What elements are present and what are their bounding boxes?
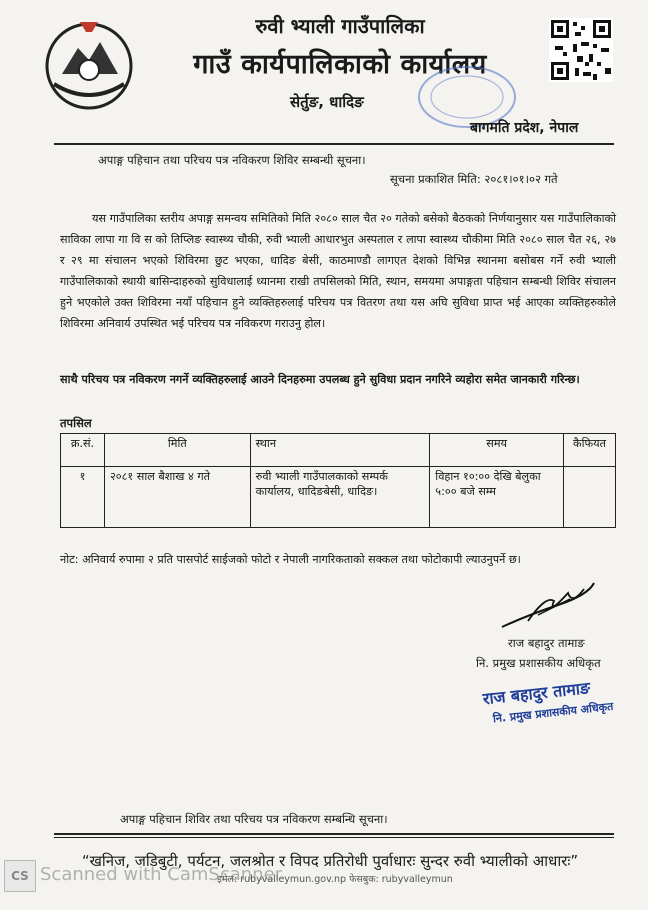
notice-paragraph-1: यस गाउँपालिका स्तरीय अपाङ्ग समन्वय समितिको मिति २०८० साल चैत २० गतेको बसेको बैठकको निर्णयानुसार यस गाउँपालिकाको साविका लापा गा वि स को तिप्लिङ स्वास्थ्य चौकी, रुवी भ्याली आधारभुत अस्पताल र लापा स्वास्थ्य चौकीमा मिति २०८० साल चैत २६, २७ र २९ मा संचालन भएको शिविरमा छुट भएका, धादिङ बेसी, काठमाण्डौ लागएत देशको विभिन्न स्थानमा बसोबस गर्ने रुवी भ्याली गाउँपालिकाको स्थायी बासिन्दाहरुको सुविधालाई ध्यानमा राखी तपसिलको मिति, स्थान, समयमा अपाङ्गता पहिचान सम्बन्धी शिविर संचालन हुने भएकोले उक्त शिविरमा नयाँ पहिचान हुने व्यक्तिहरुलाई परिचय पत्र वितरण तथा यस अघि सुविधा प्राप्त भई आएका व्यक्तिहरुकोले शिविरमा अनिवार्य उपस्थित भई परिचय पत्र नविकरण गराउनु होल।: [60, 212, 616, 330]
office-name: गाउँ कार्यपालिकाको कार्यालय: [193, 49, 487, 80]
column-header-place: स्थान: [250, 434, 430, 467]
government-emblem: [40, 14, 138, 112]
publish-date: सूचना प्रकाशित मिति: २०८१।०१।०२ गते: [390, 172, 558, 186]
column-header-time: समय: [430, 434, 564, 467]
column-header-remarks: कैफियत: [564, 434, 616, 467]
notice-subject: अपाङ्ग पहिचान तथा परिचय पत्र नविकरण शिविर सम्बन्धी सूचना।: [98, 153, 366, 167]
header-divider: [54, 143, 614, 145]
table-row: [61, 467, 616, 528]
cell-serial: १: [61, 467, 105, 528]
camscanner-logo-icon: CS: [4, 860, 36, 892]
seal-name: राज बहादुर तामाङ: [481, 678, 591, 709]
signer-title: नि. प्रमुख प्रशासकीय अधिकृत: [476, 656, 601, 670]
handwritten-signature: [498, 575, 598, 635]
cell-date: २०८१ साल बैशाख ४ गते: [104, 467, 250, 528]
column-header-date: मिति: [104, 434, 250, 467]
municipality-name: रुवी भ्याली गाउँपालिका: [255, 14, 425, 38]
cell-remarks: [564, 467, 616, 528]
cell-time: विहान १०:०० देखि बेलुका ५:०० बजे सम्म: [430, 467, 564, 528]
footer-contact: इमेल: rubyvalleymun.gov.np फेसबुक: rubyvalleymun: [217, 874, 453, 885]
scanner-watermark: Scanned with CamScanner: [40, 864, 283, 885]
province-name: बागमति प्रदेश, नेपाल: [470, 120, 579, 136]
official-seal: [481, 671, 626, 741]
footer-slogan: “खनिज, जडिबुटी, पर्यटन, जलश्रोत र विपद प्रतिरोधी पुर्वाधारः सुन्दर रुवी भ्यालीको आधारः”: [81, 852, 579, 870]
footer-divider-bottom: [54, 837, 614, 838]
qr-code: [549, 18, 613, 82]
notice-paragraph-2: साथै परिचय पत्र नविकरण नगर्ने व्यक्तिहरुलाई आउने दिनहरुमा उपलब्ध हुने सुविधा प्रदान नगरिने व्यहोरा समेत जानकारी गरिन्छ।: [60, 373, 580, 386]
footer-divider-top: [54, 833, 614, 835]
office-location: सेर्तुङ, धादिङ: [290, 93, 364, 111]
cell-place: रुवी भ्याली गाउँपालकाको सम्पर्क कार्यालय, धादिङबेसी, धादिङ।: [250, 467, 430, 528]
signer-name: राज बहादुर तामाङ: [508, 636, 585, 650]
footer-subject: अपाङ्ग पहिचान शिविर तथा परिचय पत्र नविकरण सम्बन्धि सूचना।: [120, 812, 388, 826]
schedule-table: [60, 433, 616, 528]
seal-title: नि. प्रमुख प्रशासकीय अधिकृत: [492, 699, 614, 726]
schedule-caption: तपसिल: [60, 416, 92, 430]
table-header-row: [61, 434, 616, 467]
column-header-serial: क्र.सं.: [61, 434, 105, 467]
note-text: नोट: अनिवार्य रुपामा २ प्रति पासपोर्ट साईजको फोटो र नेपाली नागरिकताको सक्कल तथा फोटोकापी ल्याउनुपर्ने छ।: [60, 553, 521, 566]
